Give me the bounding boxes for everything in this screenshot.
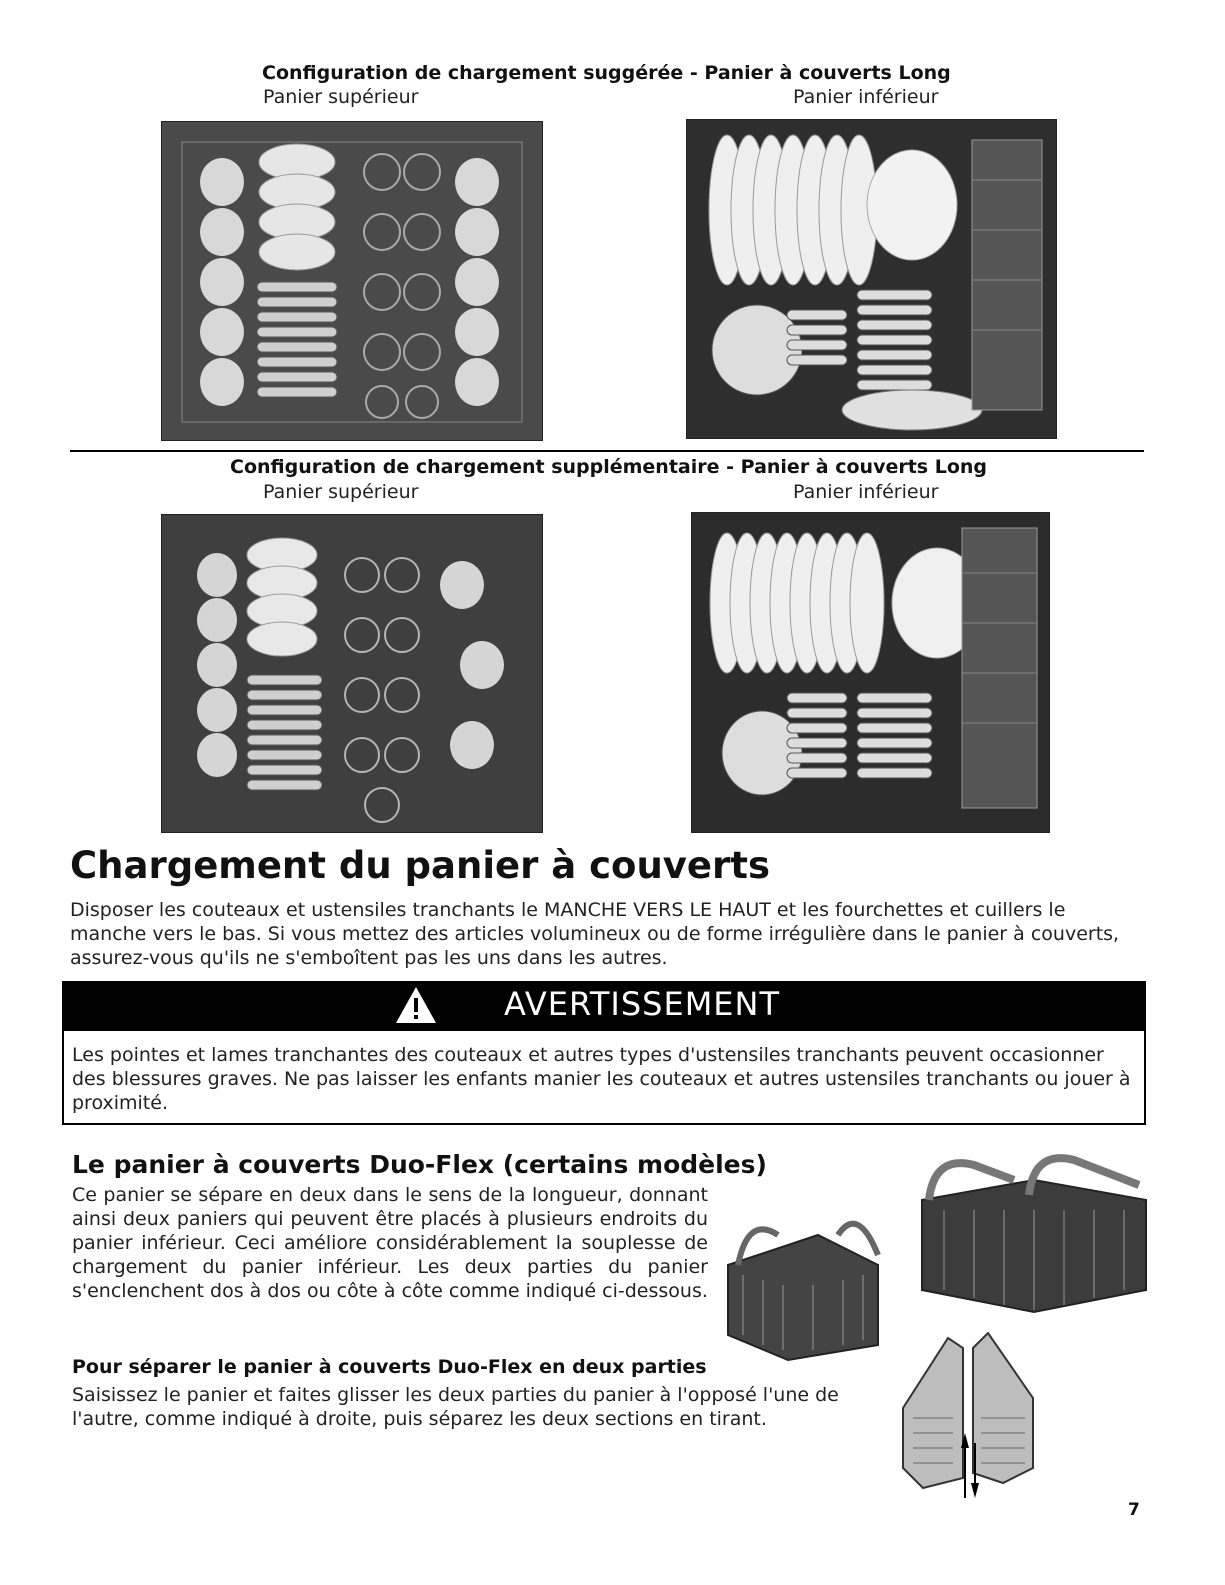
warning-triangle-icon: [394, 985, 438, 1025]
config-suggested-title-b: Panier à couverts Long: [704, 62, 951, 84]
config-additional-title: [230, 456, 987, 478]
duoflex-instructions: Saisissez le panier et faites glisser les deux parties du panier à l'opposé l'une de l'autre, comme indiqué à droite, puis séparez les deux sections en tirant.: [72, 1384, 839, 1430]
label-lower-rack-1: Panier inférieur: [793, 86, 939, 108]
intro-paragraph: Disposer les couteaux et ustensiles tranchants le MANCHE VERS LE HAUT et les fourchettes et cuillers le manche vers le bas. Si vous mettez des articles volumineux ou de forme irrégulière dans le panier à couverts, assurez-vous qu'ils ne s'emboîtent pas les uns dans les autres.: [70, 899, 1120, 969]
page-number: 7: [1128, 1500, 1140, 1520]
label-lower-rack-2: Panier inférieur: [793, 481, 939, 503]
lower-rack-illustration: [687, 120, 1056, 438]
lower-rack-illustration-2: [692, 513, 1049, 832]
label-upper-rack-1: Panier supérieur: [263, 86, 419, 108]
warning-title: AVERTISSEMENT: [504, 985, 780, 1023]
warning-text: Les pointes et lames tranchantes des couteaux et autres types d'ustensiles tranchants peuvent occasionner des blessures graves. Ne pas laisser les enfants manier les couteaux et autres ustensiles tranchants ou jouer à proximité.: [72, 1044, 1131, 1114]
basket-back-to-back-illustration: [718, 1195, 888, 1365]
upper-rack-illustration-2: [162, 515, 542, 832]
label-upper-rack-2: Panier supérieur: [263, 481, 419, 503]
warning-header: [62, 981, 1146, 1029]
basket-side-by-side-illustration: [914, 1140, 1154, 1315]
config-additional-title-a: Configuration de chargement supplémentaire: [230, 456, 720, 478]
duoflex-heading: Le panier à couverts Duo-Flex (certains modèles): [72, 1150, 767, 1179]
lower-rack-photo-additional: [691, 512, 1050, 833]
section-divider: [70, 450, 1144, 452]
upper-rack-illustration: [162, 122, 542, 440]
config-suggested-separator: -: [689, 62, 698, 84]
config-suggested-title-a: Configuration de chargement suggérée: [262, 62, 684, 84]
duoflex-paragraph: Ce panier se sépare en deux dans le sens de la longueur, donnant ainsi deux paniers qui peuvent être placés à plusieurs endroits du panier inférieur. Ceci améliore considérablement la souplesse de chargement du panier inférieur. Les deux parties du panier s'enclenchent dos à dos ou côte à côte comme indiqué ci-dessous.: [72, 1184, 708, 1302]
basket-separating-illustration: [893, 1318, 1043, 1508]
lower-rack-photo-suggested: [686, 119, 1057, 439]
page-title: Chargement du panier à couverts: [70, 844, 770, 887]
upper-rack-photo-suggested: [161, 121, 543, 441]
config-additional-separator: -: [726, 456, 735, 478]
warning-box: [62, 1029, 1146, 1125]
upper-rack-photo-additional: [161, 514, 543, 833]
config-suggested-title: [262, 62, 951, 84]
duoflex-subheading: Pour séparer le panier à couverts Duo-Flex en deux parties: [72, 1356, 707, 1378]
config-additional-title-b: Panier à couverts Long: [740, 456, 988, 478]
